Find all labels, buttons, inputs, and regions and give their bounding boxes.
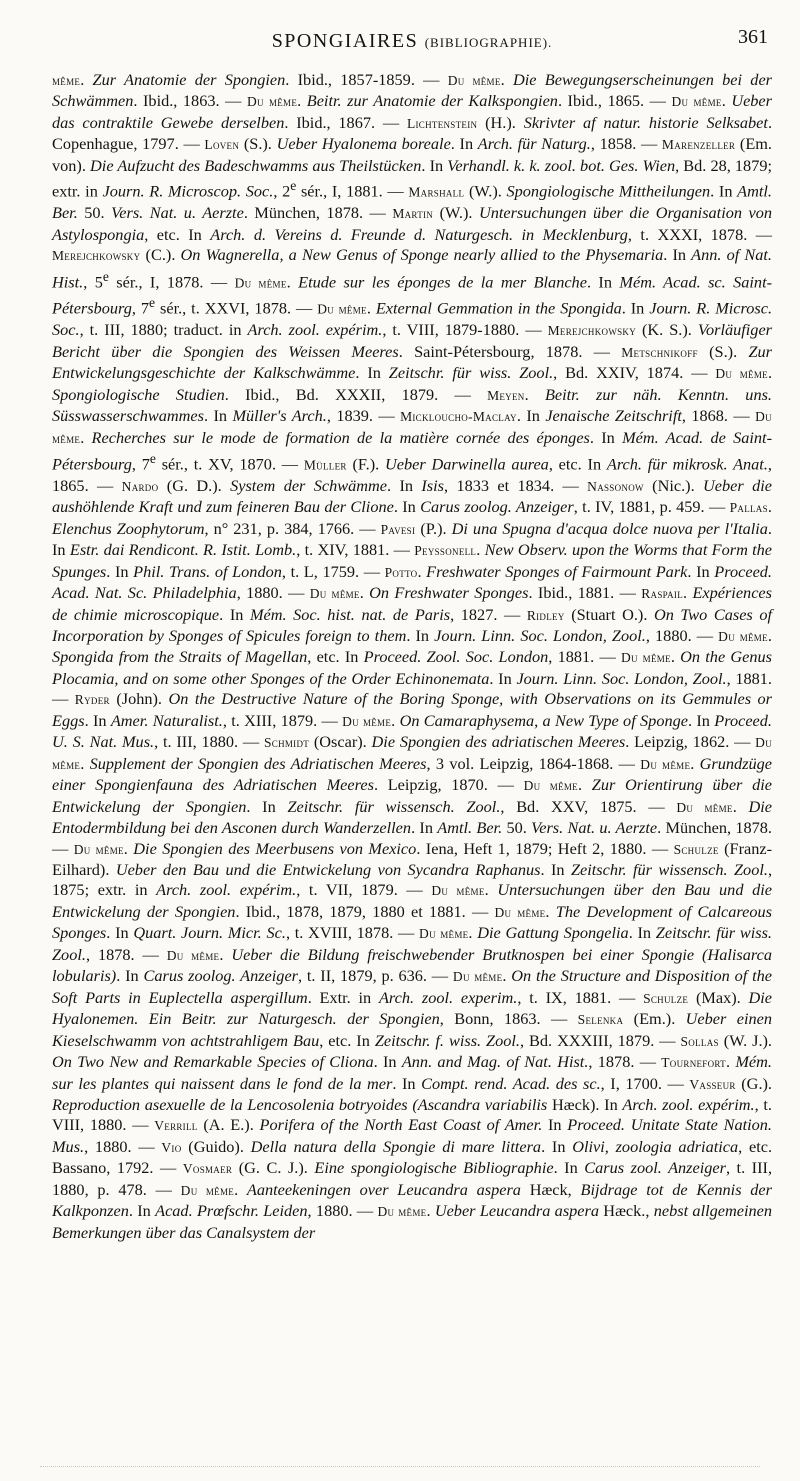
running-title-main: SPONGIAIRES [271, 30, 419, 52]
page-number: 361 [738, 26, 768, 48]
running-title-sub: (BIBLIOGRAPHIE). [424, 35, 553, 50]
bibliography-text: même. Zur Anatomie der Spongien. Ibid., 1857-1859. — Du même. Die Bewegungserscheinungen bei der Schwämmen. Ibid., 1863. — Du même. Beitr. zur Anatomie der Kalkspongien. Ibid., 1865. — Du même. Ueber das contraktile Gewebe derselben. Ibid., 1867. — Lichtenstein (H.). Skrivter af natur. historie Selksabet. Copenhague, 1797. — Loven (S.). Ueber Hyalonema boreale. In Arch. für Naturg., 1858. — Marenzeller (Em. von). Die Aufzucht des Badeschwamms aus Theilstücken. In Verhandl. k. k. zool. bot. Ges. Wien, Bd. 28, 1879; extr. in Journ. R. Microscop. Soc., 2e sér., I, 1881. — Marshall (W.). Spongiologische Mittheilungen. In Amtl. Ber. 50. Vers. Nat. u. Aerzte. München, 1878. — Martin (W.). Untersuchungen über die Organisation von Astylospongia, etc. In Arch. d. Vereins d. Freunde d. Naturgesch. in Mecklenburg, t. XXXI, 1878. — Merejchkowsky (C.). On Wagnerella, a New Genus of Sponge nearly allied to the Physemaria. In Ann. of Nat. Hist., 5e sér., I, 1878. — Du même. Etude sur les éponges de la mer Blanche. In Mém. Acad. sc. Saint-Pétersbourg, 7e sér., t. XXVI, 1878. — Du même. External Gemmation in the Spongida. In Journ. R. Microsc. Soc., t. III, 1880; traduct. in Arch. zool. expérim., t. VIII, 1879-1880. — Merejchkowsky (K. S.). Vorläufiger Bericht über die Spongien des Weissen Meeres. Saint-Pétersbourg, 1878. — Metschnikoff (S.). Zur Entwickelungsgeschichte der Kalkschwämme. In Zeitschr. für wiss. Zool., Bd. XXIV, 1874. — Du même. Spongiologische Studien. Ibid., Bd. XXXII, 1879. — Meyen. Beitr. zur näh. Kenntn. uns. Süsswasserschwammes. In Müller's Arch., 1839. — Mickloucho-Maclay. In Jenaische Zeitschrift, 1868. — Du même. Recherches sur le mode de formation de la matière cornée des éponges. In Mém. Acad. de Saint-Pétersbourg, 7e sér., t. XV, 1870. — Müller (F.). Ueber Darwinella aurea, etc. In Arch. für mikrosk. Anat., 1865. — Nardo (G. D.). System der Schwämme. In Isis, 1833 et 1834. — Nassonow (Nic.). Ueber die aushöhlende Kraft und zum feineren Bau der Clione. In Carus zoolog. Anzeiger, t. IV, 1881, p. 459. — Pallas. Elenchus Zoophytorum, n° 231, p. 384, 1766. — Pavesi (P.). Di una Spugna d'acqua dolce nuova per l'Italia. In Estr. dai Rendicont. R. Istit. Lomb., t. XIV, 1881. — Peyssonell. New Observ. upon the Worms that Form the Spunges. In Phil. Trans. of London, t. L, 1759. — Potto. Freshwater Sponges of Fairmount Park. In Proceed. Acad. Nat. Sc. Philadelphia, 1880. — Du même. On Freshwater Sponges. Ibid., 1881. — Raspail. Expériences de chimie microscopique. In Mém. Soc. hist. nat. de Paris, 1827. — Ridley (Stuart O.). On Two Cases of Incorporation by Sponges of Spicules foreign to them. In Journ. Linn. Soc. London, Zool., 1880. — Du même. Spongida from the Straits of Magellan, etc. In Proceed. Zool. Soc. London, 1881. — Du même. On the Genus Plocamia, and on some other Sponges of the Order Echinonemata. In Journ. Linn. Soc. London, Zool., 1881. — Ryder (John). On the Destructive Nature of the Boring Sponge, with Observations on its Gemmules or Eggs. In Amer. Naturalist., t. XIII, 1879. — Du même. On Camaraphysema, a New Type of Sponge. In Proceed. U. S. Nat. Mus., t. III, 1880. — Schmidt (Oscar). Die Spongien des adriatischen Meeres. Leipzig, 1862. — Du même. Supplement der Spongien des Adriatischen Meeres, 3 vol. Leipzig, 1864-1868. — Du même. Grundzüge einer Spongienfauna des Adriatischen Meeres. Leipzig, 1870. — Du même. Zur Orientirung über die Entwickelung der Spongien. In Zeitschr. für wissensch. Zool., Bd. XXV, 1875. — Du même. Die Entodermbildung bei den Asconen durch Wanderzellen. In Amtl. Ber. 50. Vers. Nat. u. Aerzte. München, 1878. — Du même. Die Spongien des Meerbusens von Mexico. Iena, Heft 1, 1879; Heft 2, 1880. — Schulze (Franz-Eilhard). Ueber den Bau und die Entwickelung von Sycandra Raphanus. In Zeitschr. für wissensch. Zool., 1875; extr. in Arch. zool. expérim., t. VII, 1879. — Du même. Untersuchungen über den Bau und die Entwickelung der Spongien. Ibid., 1878, 1879, 1880 et 1881. — Du même. The Development of Calcareous Sponges. In Quart. Journ. Micr. Sc., t. XVIII, 1878. — Du même. Die Gattung Spongelia. In Zeitschr. für wiss. Zool., 1878. — Du même. Ueber die Bildung freischwebender Brutknospen bei einer Spongie (Halisarca lobularis). In Carus zoolog. Anzeiger, t. II, 1879, p. 636. — Du même. On the Structure and Disposition of the Soft Parts in Euplectella aspergillum. Extr. in Arch. zool. experim., t. IX, 1881. — Schulze (Max). Die Hyalonemen. Ein Beitr. zur Naturgesch. der Spongien, Bonn, 1863. — Selenka (Em.). Ueber einen Kieselschwamm von achtstrahligem Bau, etc. In Zeitschr. f. wiss. Zool., Bd. XXXIII, 1879. — Sollas (W. J.). On Two New and Remarkable Species of Cliona. In Ann. and Mag. of Nat. Hist., 1878. — Tournefort. Mém. sur les plantes qui naissent dans le fond de la mer. In Compt. rend. Acad. des sc., I, 1700. — Vasseur (G.). Reproduction asexuelle de la Lencosolenia botryoides (Ascandra variabilis Hæck). In Arch. zool. expérim., t. VIII, 1880. — Verrill (A. E.). Porifera of the North East Coast of Amer. In Proceed. Unitate State Nation. Mus., 1880. — Vio (Guido). Della natura della Spongie di mare littera. In Olivi, zoologia adriatica, etc. Bassano, 1792. — Vosmaer (G. C. J.). Eine spongiologische Bibliographie. In Carus zool. Anzeiger, t. III, 1880, p. 478. — Du même. Aanteekeningen over Leucandra aspera Hæck, Bijdrage tot de Kennis der Kalkponzen. In Acad. Prœfschr. Leiden, 1880. — Du même. Ueber Leucandra aspera Hæck., nebst allgemeinen Bemerkungen über das Canalsystem der [52, 70, 773, 1242]
book-page [0, 26, 800, 1481]
running-head [52, 26, 772, 70]
running-title [52, 30, 772, 53]
scan-edge-dots [40, 1466, 760, 1468]
